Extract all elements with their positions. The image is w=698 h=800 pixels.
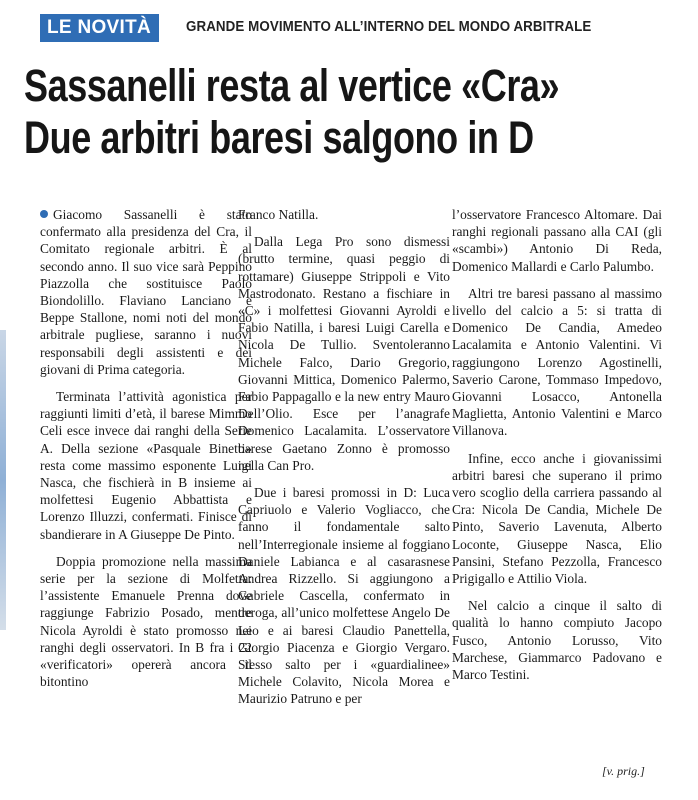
article-column-3 [452,206,662,693]
bullet-icon [40,210,48,218]
paragraph-text: Giacomo Sassanelli è stato confermato alla presidenza del Cra, il Comitato regionale arbitri. È al secondo anno. Il suo vice sarà Peppino Piazzolla che sostituisce Paolo Biondolillo. Flaviano Lanciano e Beppe Stallone, nomi noti del mondo arbitrale pugliese, saranno i nuovi responsabili degli assistenti e dei giovani di Prima categoria. [40,207,252,377]
left-edge-strip [0,330,6,630]
paragraph: Dalla Lega Pro sono dismessi (brutto termine, quasi peggio di rottamare) Giuseppe Strippoli e Vito Mastrodonato. Restano a fischiare in «C» i molfettesi Giovanni Ayroldi e Fabio Natilla, i baresi Luigi Carella e Nicola De Tullio. Sventoleranno Michele Falco, Dario Gregorio, Giovanni Mittica, Domenico Palermo, Fabio Pappagallo e la new entry Mauro Dell’Olio. Esce per l’anagrafe Domenico Lacalamita. L’osservatore barese Gaetano Zonno è promosso nella Can Pro. [238,234,450,473]
paragraph [40,206,252,378]
author-signature: [v. prig.] [602,764,645,778]
paragraph: Due i baresi promossi in D: Luca Capriuolo e Valerio Vogliacco, che fanno il fondamentale salto nell’Interregionale insieme al foggiano Daniele Labianca e al casarasnese Andrea Rizzello. Si aggiungono a Gabriele Cascella, confermato in deroga, all’unico molfettese Angelo De Leo e ai baresi Claudio Panettella, Giorgio Piacenza e Giorgio Vergaro. Stesso salto per i «guardialinee» Michele Colavito, Nicola Morea e Maurizio Patruno e per [238,485,450,707]
headline-line-2: Due arbitri baresi salgono in D [24,112,534,163]
paragraph: Terminata l’attività agonistica per raggiunti limiti d’età, il barese Mimmo Celi esce invece dai ranghi della Serie A. Della sezione «Pasquale Binetti» resta come massimo esponente Luigi Nasca, che fischierà in B insieme ai molfettesi Eugenio Abbattista e Lorenzo Illuzzi, confermati. Finisce di sbandierare in A Giuseppe De Pinto. [40,389,252,542]
article-headline [24,60,559,164]
paragraph: Franco Natilla. [238,207,319,222]
headline-line-1: Sassanelli resta al vertice «Cra» [24,60,560,111]
paragraph: Nel calcio a cinque il salto di qualità lo hanno compiuto Jacopo Fusco, Antonio Lorusso, Vito Marchese, Giammarco Padovano e Marco Testini. [452,598,662,683]
article-column-2 [238,206,450,718]
paragraph: Altri tre baresi passano al massimo livello del calcio a 5: si tratta di Domenico De Candia, Amedeo Lacalamita e Antonio Valentini. Vi raggiungono Lorenzo Agostinelli, Saverio Carone, Tommaso Impedovo, Giovanni Losacco, Antonella Maglietta, Antonio Valentini e Marco Villanova. [452,285,662,439]
article-column-1 [40,206,252,700]
paragraph: l’osservatore Francesco Altomare. Dai ranghi regionali passano alla CAI (gli «scambi») Antonio Di Reda, Domenico Mallardi e Carlo Palumbo. [452,207,662,274]
paragraph: Infine, ecco anche i giovanissimi arbitri baresi che superano il primo vero scoglio della carriera passando al Cra: Nicola De Candia, Michele De Pinto, Saverio Lavenuta, Alberto Loconte, Giuseppe Nasca, Elio Pansini, Stefano Pezzolla, Francesco Prigigallo e Attilio Viola. [452,450,662,587]
section-subkicker: GRANDE MOVIMENTO ALL’INTERNO DEL MONDO ARBITRALE [186,19,592,35]
section-kicker: LE NOVITÀ [40,14,159,42]
paragraph: Doppia promozione nella massima serie per la sezione di Molfetta: l’assistente Emanuele Prenna dove raggiunge Fabrizio Posado, mentre Nicola Ayroldi è stato promosso nei ranghi degli osservatori. In B fra i 22 «verificatori» opererà ancora il bitontino [40,553,252,690]
